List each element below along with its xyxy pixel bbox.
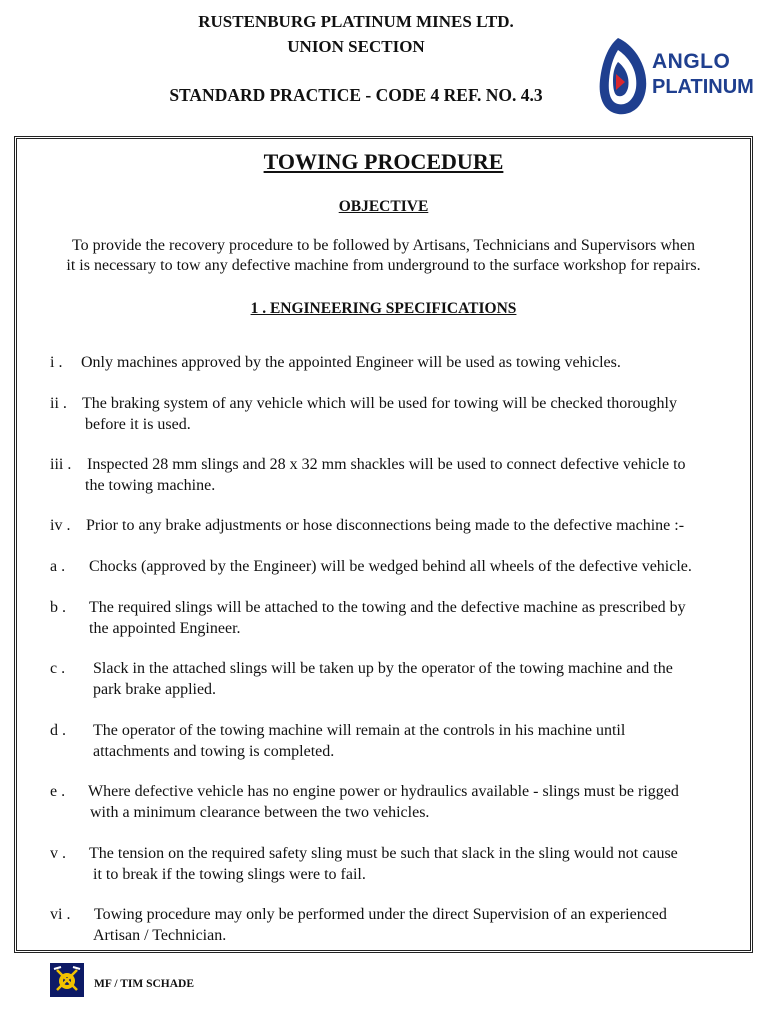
item-text-line: Chocks (approved by the Engineer) will be wedged behind all wheels of the defective vehicle.	[89, 558, 692, 575]
engineering-specifications-heading: 1 . ENGINEERING SPECIFICATIONS	[250, 300, 517, 317]
item-text-line: Prior to any brake adjustments or hose disconnections being made to the defective machine :-	[86, 517, 685, 534]
item-marker: vi .	[50, 906, 71, 923]
objective-line: it is necessary to tow any defective machine from underground to the surface workshop for repairs.	[66, 257, 701, 274]
item-text-line: attachments and towing is completed.	[93, 743, 335, 760]
item-text-line: Only machines approved by the appointed Engineer will be used as towing vehicles.	[81, 354, 621, 371]
item-text-line: Towing procedure may only be performed under the direct Supervision of an experienced	[94, 906, 667, 923]
item-text-line: the towing machine.	[85, 477, 216, 494]
item-text-line: The required slings will be attached to the towing and the defective machine as prescribed by	[89, 599, 686, 616]
item-text-line: The braking system of any vehicle which will be used for towing will be checked thoroughly	[82, 395, 677, 412]
item-text-line: Where defective vehicle has no engine power or hydraulics available - slings must be rigged	[88, 783, 679, 800]
item-text-line: The operator of the towing machine will remain at the controls in his machine until	[93, 722, 626, 739]
item-marker: c .	[50, 660, 66, 677]
company-name: RUSTENBURG PLATINUM MINES LTD.	[198, 12, 514, 31]
mining-emblem-icon	[50, 963, 84, 997]
footer-emblem	[50, 963, 84, 997]
item-text-line: the appointed Engineer.	[89, 620, 241, 637]
item-text-line: before it is used.	[85, 416, 191, 433]
objective-paragraph	[14, 236, 753, 276]
item-marker: b .	[50, 599, 66, 616]
item-marker: iii .	[50, 456, 72, 473]
item-marker: e .	[50, 783, 66, 800]
item-text-line: Inspected 28 mm slings and 28 x 32 mm shackles will be used to connect defective vehicle to	[87, 456, 686, 473]
item-marker: v .	[50, 845, 66, 862]
reference-code: STANDARD PRACTICE - CODE 4 REF. NO. 4.3	[169, 85, 543, 105]
document-title: TOWING PROCEDURE	[263, 149, 504, 174]
item-marker: d .	[50, 722, 66, 739]
anglo-platinum-logo	[596, 34, 754, 118]
objective-heading: OBJECTIVE	[338, 198, 429, 215]
logo-text-line1: ANGLO	[652, 50, 731, 73]
item-text-line: it to break if the towing slings were to fail.	[93, 866, 366, 883]
item-marker: iv .	[50, 517, 71, 534]
item-marker: i .	[50, 354, 63, 371]
logo-text-line2: PLATINUM	[652, 76, 754, 98]
item-marker: a .	[50, 558, 66, 575]
item-text-line: with a minimum clearance between the two vehicles.	[90, 804, 430, 821]
item-text-line: The tension on the required safety sling must be such that slack in the sling would not cause	[89, 845, 678, 862]
item-marker: ii .	[50, 395, 67, 412]
anglo-platinum-logo-icon	[596, 34, 650, 118]
item-text-line: park brake applied.	[93, 681, 217, 698]
footer-author: MF / TIM SCHADE	[94, 978, 194, 990]
item-text-line: Slack in the attached slings will be taken up by the operator of the towing machine and the	[93, 660, 673, 677]
item-text-line: Artisan / Technician.	[93, 927, 227, 944]
objective-line: To provide the recovery procedure to be followed by Artisans, Technicians and Supervisors when	[71, 237, 696, 254]
section-name: UNION SECTION	[287, 37, 425, 56]
